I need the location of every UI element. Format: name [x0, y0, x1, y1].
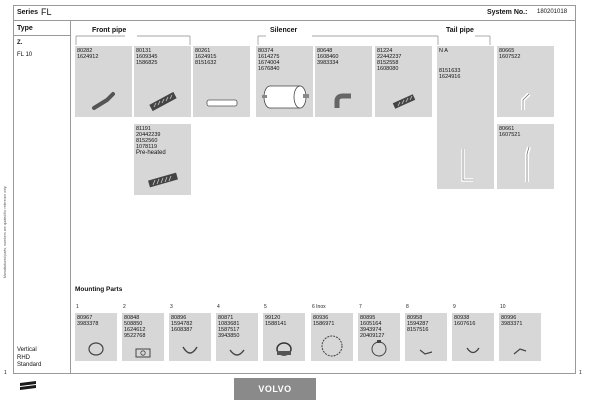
z-label: Z. [17, 40, 23, 46]
mount-ref: 1586971 [313, 321, 335, 327]
mount-card[interactable] [169, 313, 211, 361]
mount-card[interactable] [311, 313, 353, 361]
part-card[interactable] [437, 46, 494, 189]
mount-index: 5 [264, 304, 267, 310]
part-ref: 1624916 [439, 74, 461, 80]
column-divider [70, 20, 71, 374]
part-code: N A [439, 48, 448, 54]
mount-ref: 1607616 [454, 321, 476, 327]
bent-pipe-icon [515, 90, 537, 114]
mount-code: 80996 [501, 315, 517, 321]
bracket-icon [511, 345, 529, 357]
mount-ref: 1587517 [218, 327, 240, 333]
mount-card[interactable] [452, 313, 494, 361]
part-card[interactable] [134, 124, 191, 195]
clamp-band-icon [227, 347, 247, 359]
page-number-left: 1 [4, 370, 7, 376]
mount-index: 9 [453, 304, 456, 310]
mount-ref: 3983378 [77, 321, 99, 327]
system-label: System No.: [487, 9, 528, 16]
mount-ref: 3943850 [218, 333, 240, 339]
mount-code: 80967 [77, 315, 93, 321]
part-ref: 1586825 [136, 60, 158, 66]
part-code: 80282 [77, 48, 93, 54]
part-card[interactable] [75, 46, 132, 117]
part-ref: 20442239 [136, 132, 161, 138]
part-ref: 8152558 [377, 60, 399, 66]
mount-code: 80936 [313, 315, 329, 321]
mount-ref: 3943974 [360, 327, 382, 333]
mount-card[interactable] [122, 313, 164, 361]
mount-index: 4 [217, 304, 220, 310]
mount-ref: 1605164 [360, 321, 382, 327]
part-card[interactable] [256, 46, 313, 117]
mount-ref: 1588141 [265, 321, 287, 327]
elbow-pipe-icon [333, 92, 355, 112]
mount-card[interactable] [75, 313, 117, 361]
mount-index: 2 [123, 304, 126, 310]
clamp-band-icon [464, 345, 482, 357]
model-label: FL 10 [17, 52, 33, 58]
variant-line: Vertical [17, 347, 37, 353]
mount-ref: 1594782 [171, 321, 193, 327]
mount-code: 80895 [360, 315, 376, 321]
part-ref: 8152560 [136, 138, 158, 144]
series-label: Series [17, 9, 39, 16]
straight-pipe-icon [205, 96, 239, 110]
part-code: 81191 [136, 126, 151, 132]
header-divider [13, 20, 576, 21]
group-brackets [70, 25, 576, 47]
part-ref: 1614275 [258, 54, 280, 60]
mount-index: 3 [170, 304, 173, 310]
part-card[interactable] [315, 46, 372, 117]
type-divider [13, 35, 70, 36]
group-front-pipe: Front pipe [92, 27, 127, 34]
part-ref: 8151633 [439, 68, 461, 74]
part-code: 80661 [499, 126, 515, 132]
mount-ref: 508850 [124, 321, 143, 327]
mount-tag: Inox [316, 304, 326, 310]
mount-ref: 1083681 [218, 321, 240, 327]
pipe-icon [91, 90, 117, 112]
part-ref: 1609345 [136, 54, 158, 60]
page-number-right: 1 [579, 370, 582, 376]
part-ref: 1608460 [317, 54, 339, 60]
part-code: 80374 [258, 48, 274, 54]
bracket-icon [418, 347, 434, 357]
mount-card[interactable] [263, 313, 305, 361]
side-note: Manufactured parts, numbers are quoted for reference only. [3, 185, 7, 278]
tail-pipe-icon [455, 146, 477, 186]
tail-pipe-icon [515, 144, 537, 188]
part-ref: 1676840 [258, 66, 280, 72]
mount-code: 80938 [454, 315, 470, 321]
clamp-band-icon [180, 343, 200, 357]
flex-pipe-icon [148, 90, 178, 112]
part-ref: 1607521 [499, 132, 521, 138]
part-ref: 1624915 [195, 54, 217, 60]
system-value: 180201018 [537, 9, 568, 15]
part-ref: 8151632 [195, 60, 217, 66]
group-tail-pipe: Tail pipe [446, 27, 474, 34]
clamp-icon [86, 341, 106, 357]
silencer-icon [260, 82, 310, 112]
part-card[interactable] [193, 46, 250, 117]
mount-card[interactable] [499, 313, 541, 361]
mount-card[interactable] [358, 313, 400, 361]
group-silencer: Silencer [270, 27, 298, 34]
mount-ref: 1594287 [407, 321, 429, 327]
mount-code: 80958 [407, 315, 423, 321]
series-value: FL [41, 7, 52, 17]
part-code: 81224 [377, 48, 393, 54]
type-label: Type [17, 25, 33, 32]
mount-ref: 8157516 [407, 327, 429, 333]
mount-card[interactable] [405, 313, 447, 361]
part-code: 80131 [136, 48, 152, 54]
part-ref: 1078119 [136, 144, 158, 150]
u-clamp-icon [273, 339, 295, 359]
variant-line: Standard [17, 362, 42, 368]
mount-code: 80896 [171, 315, 187, 321]
part-card[interactable] [134, 46, 191, 117]
part-ref: 1624912 [77, 54, 99, 60]
mount-code: 99120 [265, 315, 281, 321]
flex-pipe-icon [146, 170, 180, 190]
part-card[interactable] [497, 124, 554, 189]
mount-index: 7 [359, 304, 362, 310]
mount-ref: 20409127 [360, 333, 385, 339]
mount-index: 6 Inox [312, 304, 326, 310]
part-card[interactable] [375, 46, 432, 117]
mount-ref: 3983371 [501, 321, 523, 327]
part-code: 80261 [195, 48, 211, 54]
part-ref: 22442237 [377, 54, 402, 60]
mount-card[interactable] [216, 313, 258, 361]
mount-ref: 1608387 [171, 327, 193, 333]
mount-index: 8 [406, 304, 409, 310]
part-ref: 1608080 [377, 66, 399, 72]
mount-ref: 9522768 [124, 333, 146, 339]
flex-pipe-icon [391, 92, 417, 110]
dinex-logo [18, 380, 38, 392]
gasket-icon [134, 347, 152, 359]
mount-index: 1 [76, 304, 79, 310]
mounting-title: Mounting Parts [75, 286, 123, 293]
part-card[interactable] [497, 46, 554, 117]
variant-line: RHD [17, 354, 30, 361]
part-ref: 3983334 [317, 60, 339, 66]
mount-index: 10 [500, 304, 506, 310]
part-ref: 1674004 [258, 60, 280, 66]
ring-clamp-icon [368, 339, 390, 359]
part-ref: 1607522 [499, 54, 521, 60]
part-note: Pre-heated [136, 150, 166, 156]
mount-code: 80848 [124, 315, 140, 321]
mount-ref: 1624612 [124, 327, 146, 333]
variant-block [17, 347, 41, 370]
part-code: 80648 [317, 48, 333, 54]
ring-icon [319, 333, 345, 359]
brand-label: VOLVO [234, 378, 316, 400]
mount-code: 80871 [218, 315, 234, 321]
part-code: 80665 [499, 48, 515, 54]
